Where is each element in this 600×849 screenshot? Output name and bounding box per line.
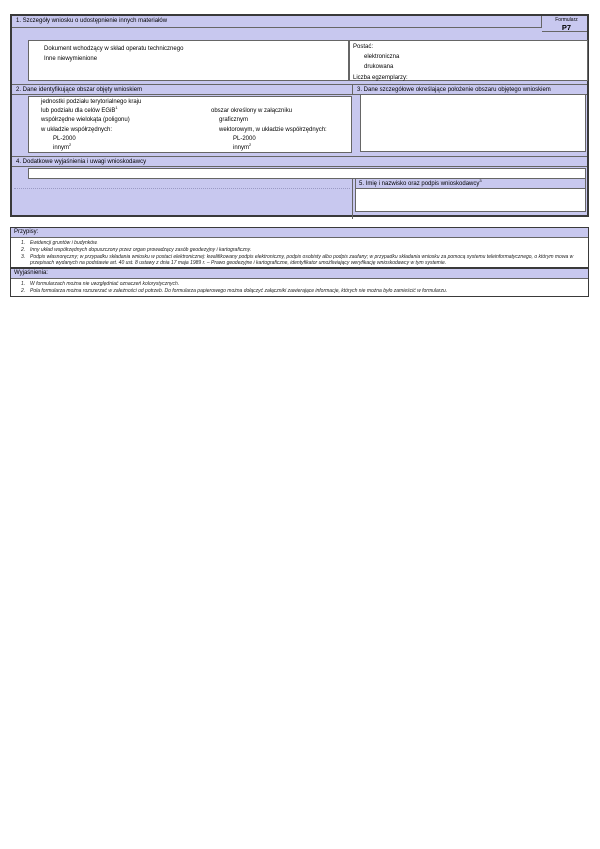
area-option-other-crs-right-label: innym: [233, 145, 250, 151]
footnote-ref-2b: 2: [249, 142, 252, 147]
section2-area-box[interactable]: [28, 96, 352, 153]
footnote-item: [21, 247, 582, 253]
area-option-vector[interactable]: wektorowym, w układzie współrzędnych:: [219, 127, 327, 133]
area-option-other-crs-right[interactable]: [233, 142, 252, 152]
footnote-number: 2.: [21, 246, 26, 253]
area-option-crs-label: w układzie współrzędnych:: [41, 127, 113, 133]
footnotes-header: Przypisy:: [11, 228, 588, 238]
section2-header: 2. Dane identyfikujące obszar objęty wnioskiem: [12, 84, 352, 95]
formularz-code-box: [542, 16, 587, 32]
dotted-separator: [14, 188, 350, 189]
footnote-ref-2: 2: [69, 142, 72, 147]
area-option-other-crs-left-label: innym: [53, 145, 70, 151]
footnote-number: 3.: [21, 253, 26, 260]
section4-header: 4. Dodatkowe wyjaśnienia i uwagi wnioskodawcy: [12, 156, 587, 167]
area-option-admin-units[interactable]: jednostki podziału terytorialnego kraju: [41, 99, 142, 105]
area-option-graphic[interactable]: graficznym: [219, 117, 249, 123]
explanation-number: 1.: [21, 281, 26, 287]
formularz-code: P7: [561, 23, 572, 32]
explanation-text: W formularzach można nie uwzględniać oznaczeń kolorystycznych.: [30, 281, 180, 287]
footnote-item: [21, 240, 582, 246]
section3-input-box[interactable]: [360, 94, 586, 152]
section1-header: 1. Szczegóły wniosku o udostępnienie innych materiałów: [12, 16, 542, 28]
area-option-egib[interactable]: [41, 105, 118, 115]
section5-title: 5. Imię i nazwisko oraz podpis wnioskodawcy: [359, 181, 480, 187]
explanations-body: [11, 279, 588, 297]
area-option-egib-label: lub podziału dla celów EGiB: [41, 108, 116, 114]
postac-label: Postać:: [353, 44, 374, 50]
section5-header: [355, 178, 586, 189]
footnote-ref-3: 3: [479, 178, 482, 183]
footnote-item: [21, 254, 582, 267]
explanation-text: Pola formularza można rozszerzać w zależności od potrzeb. Do formularza papierowego można dołączyć załączniki zawierające informacje, których nie można było zamieścić w formularzu.: [30, 287, 448, 294]
area-option-pl2000-right[interactable]: PL-2000: [233, 136, 256, 142]
form-p7-main-box: [10, 14, 589, 217]
explanation-item: [21, 288, 582, 294]
footnotes-box: [10, 227, 589, 268]
explanations-box: [10, 268, 589, 297]
section3-header: 3. Dane szczegółowe określające położenie obszaru objętego wnioskiem: [352, 84, 587, 95]
postac-option-electronic[interactable]: elektroniczna: [364, 54, 400, 60]
area-option-polygon[interactable]: współrzędne wielokąta (poligonu): [41, 117, 130, 123]
material-option-other[interactable]: Inne niewymienione: [44, 56, 98, 62]
footnote-text: Ewidencji gruntów i budynków.: [30, 240, 98, 246]
vertical-divider: [352, 179, 353, 219]
postac-box[interactable]: [349, 40, 588, 81]
signature-input-field[interactable]: [355, 189, 586, 212]
area-option-pl2000-left[interactable]: PL-2000: [53, 136, 76, 142]
footnote-text: Inny układ współrzędnych dopuszczony przez organ prowadzący zasób geodezyjny i kartograficzny.: [30, 246, 252, 253]
footnotes-body: [11, 238, 588, 269]
footnote-ref-1: 1: [115, 105, 118, 110]
explanations-header: Wyjaśnienia:: [11, 269, 588, 279]
area-option-attachment[interactable]: obszar określony w załączniku: [211, 108, 293, 114]
formularz-label: Formularz: [555, 17, 578, 23]
section1-materials-box[interactable]: [28, 40, 349, 81]
explanation-item: [21, 281, 582, 287]
explanation-number: 2.: [21, 287, 26, 294]
area-option-other-crs-left[interactable]: [53, 142, 72, 152]
footnote-text: Podpis własnoręczny; w przypadku składania wniosku w postaci elektronicznej: kwalifikowany podpis elektroniczny, podpis osobisty albo podpis zaufany; w przypadku składania wniosku za pomocą systemu teleinformatycznego, o którym mowa w przepisach wydanych na podstawie art. 40 ust. 8 ustawy z dnia 17 maja 1989 r. – Prawo geodezyjne i kartograficzne, identyfikator umożliwiający weryfikację wnioskodawcy w tym systemie.: [30, 253, 574, 267]
material-option-operat[interactable]: Dokument wchodzący w skład operatu technicznego: [44, 46, 184, 52]
footnote-number: 1.: [21, 240, 26, 246]
postac-option-printed[interactable]: drukowana: [364, 64, 394, 70]
copies-label: Liczba egzemplarzy:: [353, 75, 408, 81]
section5-box: [355, 178, 586, 212]
